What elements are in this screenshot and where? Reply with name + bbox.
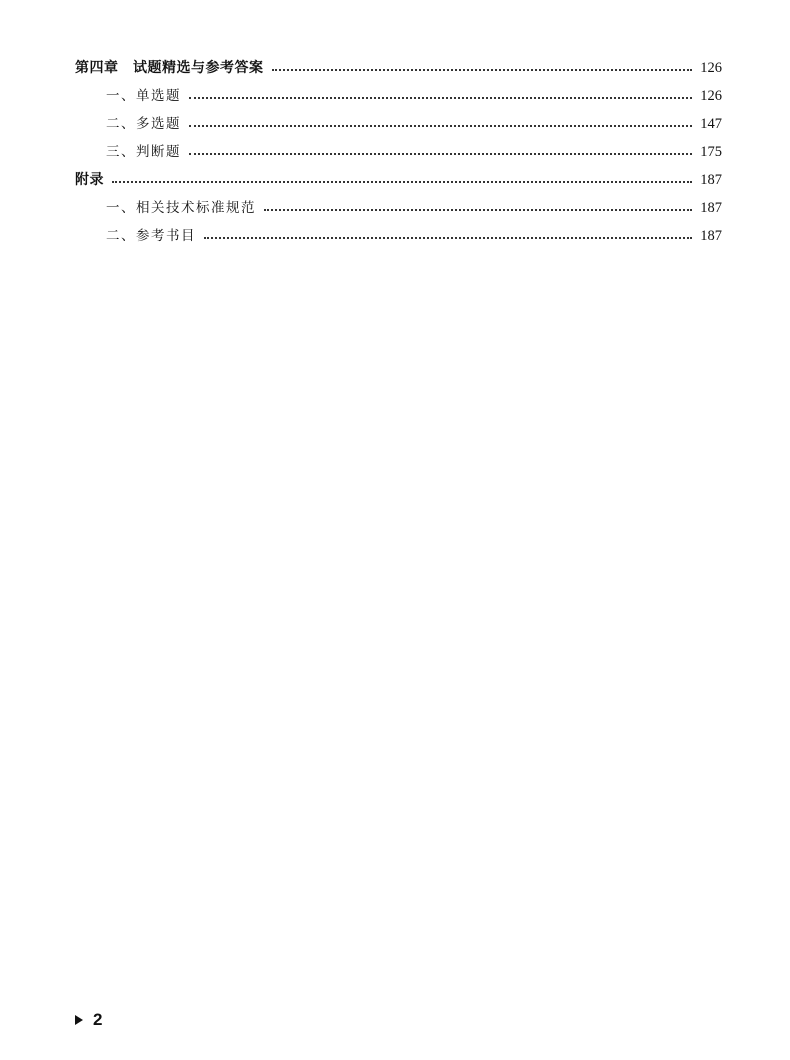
toc-entry-title: 附录	[75, 172, 104, 188]
dot-leader	[189, 153, 692, 155]
toc-entry-title: 三、判断题	[106, 144, 181, 160]
toc-entry-title: 第四章 试题精选与参考答案	[75, 60, 264, 76]
dot-leader	[272, 69, 693, 71]
dot-leader	[189, 125, 692, 127]
toc-entry-page: 187	[700, 228, 722, 244]
dot-leader	[204, 237, 692, 239]
toc-entry-chapter-4	[75, 54, 722, 82]
toc-entry-title: 二、多选题	[106, 116, 181, 132]
toc-entry-page: 126	[700, 60, 722, 76]
page-footer	[75, 1008, 102, 1032]
toc-entry-page: 187	[700, 172, 722, 188]
table-of-contents	[75, 54, 722, 250]
toc-entry-page: 147	[700, 116, 722, 132]
toc-entry-title: 二、参考书目	[106, 228, 196, 244]
toc-entry-true-false	[75, 138, 722, 166]
toc-entry-appendix	[75, 166, 722, 194]
toc-entry-title: 一、相关技术标准规范	[106, 200, 256, 216]
page-number: 2	[93, 1010, 103, 1029]
toc-entry-single-choice	[75, 82, 722, 110]
dot-leader	[112, 181, 692, 183]
toc-entry-technical-standards	[75, 194, 722, 222]
toc-entry-page: 175	[700, 144, 722, 160]
toc-entry-page: 126	[700, 88, 722, 104]
triangle-right-icon	[75, 1015, 83, 1025]
toc-entry-title: 一、单选题	[106, 88, 181, 104]
toc-entry-page: 187	[700, 200, 722, 216]
dot-leader	[189, 97, 692, 99]
toc-entry-references	[75, 222, 722, 250]
dot-leader	[264, 209, 692, 211]
toc-entry-multiple-choice	[75, 110, 722, 138]
